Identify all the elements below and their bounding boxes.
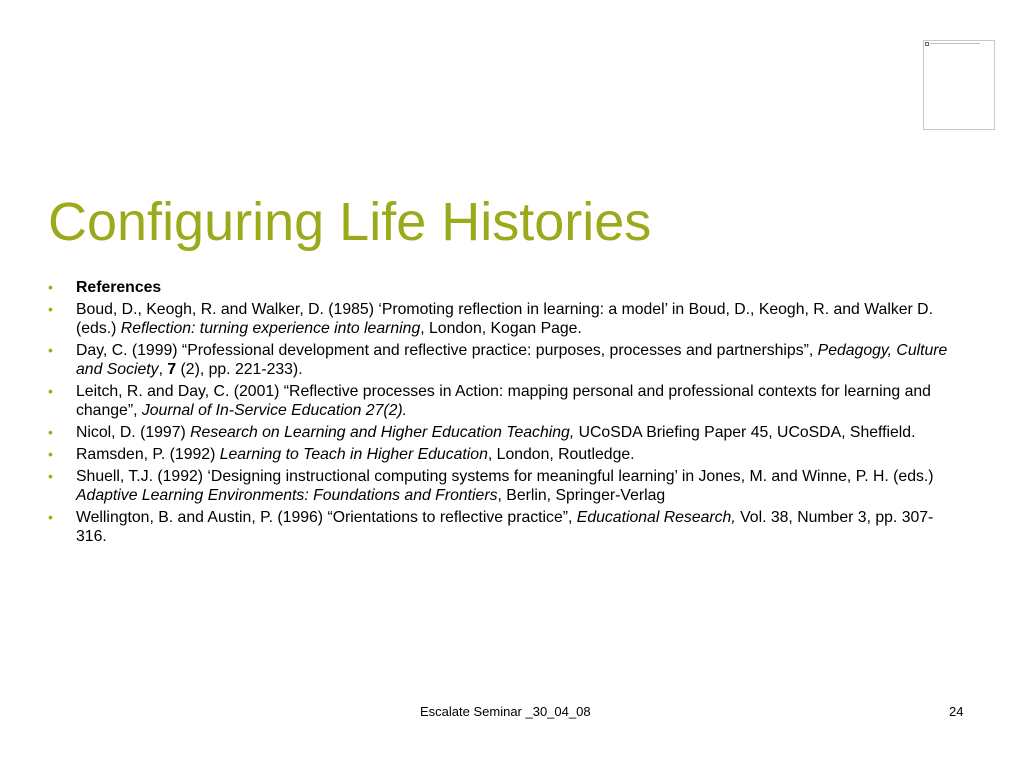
reference-title: Research on Learning and Higher Education Teaching, bbox=[190, 424, 575, 441]
thumbnail-line bbox=[930, 43, 980, 44]
thumbnail-icon bbox=[925, 42, 929, 46]
reference-volume: 7 bbox=[167, 361, 177, 378]
reference-title: Pedagogy, Culture and Society bbox=[76, 342, 948, 378]
bullet-icon: • bbox=[48, 383, 53, 399]
reference-title: Adaptive Learning Environments: Foundations and Frontiers bbox=[76, 487, 498, 504]
reference-item bbox=[48, 508, 953, 546]
reference-title: Learning to Teach in Higher Education bbox=[219, 446, 488, 463]
bullet-icon: • bbox=[48, 424, 53, 440]
reference-text: , bbox=[158, 361, 168, 378]
reference-item bbox=[48, 467, 953, 505]
reference-text: Nicol, D. (1997) bbox=[76, 424, 191, 441]
reference-text: Leitch, R. and Day, C. (2001) “Reflective processes in Action: mapping personal and professional contexts for learning and change”, bbox=[76, 383, 931, 419]
reference-item bbox=[48, 423, 953, 442]
reference-text: UCoSDA Briefing Paper 45, UCoSDA, Sheffield. bbox=[574, 424, 916, 441]
bullet-icon: • bbox=[48, 342, 53, 358]
bullet-icon: • bbox=[48, 301, 53, 317]
slide-title: Configuring Life Histories bbox=[48, 192, 652, 252]
reference-text: , London, Kogan Page. bbox=[420, 320, 582, 337]
reference-title: Educational Research, bbox=[576, 509, 736, 526]
slide-thumbnail bbox=[923, 40, 995, 130]
footer-text: Escalate Seminar _30_04_08 bbox=[420, 704, 591, 719]
reference-text: Ramsden, P. (1992) bbox=[76, 446, 220, 463]
reference-text: , Berlin, Springer-Verlag bbox=[497, 487, 666, 504]
bullet-icon: • bbox=[48, 446, 53, 462]
reference-title: Journal of In-Service Education 27(2). bbox=[141, 402, 408, 419]
bullet-icon: • bbox=[48, 509, 53, 525]
reference-text: Day, C. (1999) “Professional development and reflective practice: purposes, processes and partnerships”, bbox=[76, 342, 818, 359]
references-heading: References bbox=[76, 279, 162, 296]
references-heading-item bbox=[48, 278, 953, 297]
reference-title: Reflection: turning experience into learning bbox=[120, 320, 421, 337]
reference-text: (2), pp. 221-233). bbox=[176, 361, 303, 378]
references-list bbox=[48, 278, 953, 549]
reference-text: Boud, D., Keogh, R. and Walker, D. (1985) ‘Promoting reflection in learning: a model’ in Boud, D., Keogh, R. and Walker D. (eds.) bbox=[76, 301, 933, 337]
reference-text: Wellington, B. and Austin, P. (1996) “Orientations to reflective practice”, bbox=[76, 509, 577, 526]
page-number: 24 bbox=[949, 704, 964, 719]
reference-item bbox=[48, 300, 953, 338]
bullet-icon: • bbox=[48, 279, 53, 295]
reference-item bbox=[48, 382, 953, 420]
reference-text: , London, Routledge. bbox=[487, 446, 635, 463]
reference-item bbox=[48, 341, 953, 379]
reference-item bbox=[48, 445, 953, 464]
reference-text: Vol. 38, Number 3, pp. 307-316. bbox=[76, 509, 934, 545]
bullet-icon: • bbox=[48, 468, 53, 484]
reference-text: Shuell, T.J. (1992) ‘Designing instructional computing systems for meaningful learning’ in Jones, M. and Winne, P. H. (eds.) bbox=[76, 468, 934, 485]
